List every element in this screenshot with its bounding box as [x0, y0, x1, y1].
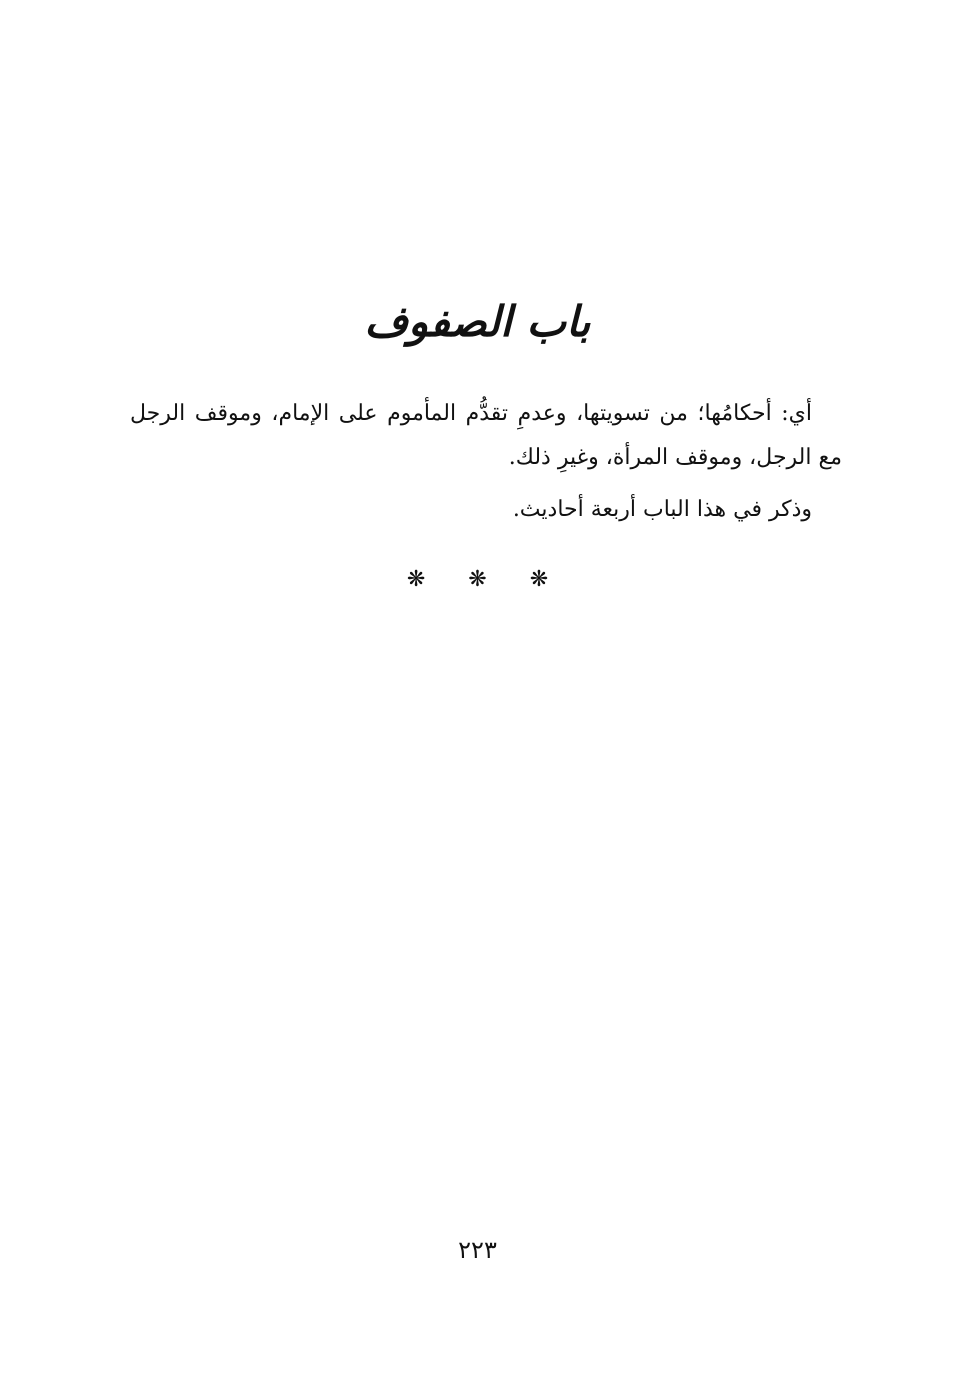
chapter-title: باب الصفوف: [364, 297, 591, 346]
asterism-icon: ❋: [468, 567, 487, 592]
page-number: ٢٢٣: [458, 1236, 497, 1264]
body-paragraph-1: أي: أحكامُها؛ من تسويتها، وعدمِ تقدُّم المأموم على الإمام، وموقف الرجل مع الرجل، وموقف المرأة، وغيرِ ذلك.: [130, 401, 842, 470]
body-paragraph-2: وذكر في هذا الباب أربعة أحاديث.: [512, 497, 812, 522]
asterism-icon: ❋: [529, 567, 549, 592]
section-separator: [0, 562, 955, 598]
chapter-body: [130, 392, 842, 532]
asterism-icon: ❋: [406, 567, 426, 592]
